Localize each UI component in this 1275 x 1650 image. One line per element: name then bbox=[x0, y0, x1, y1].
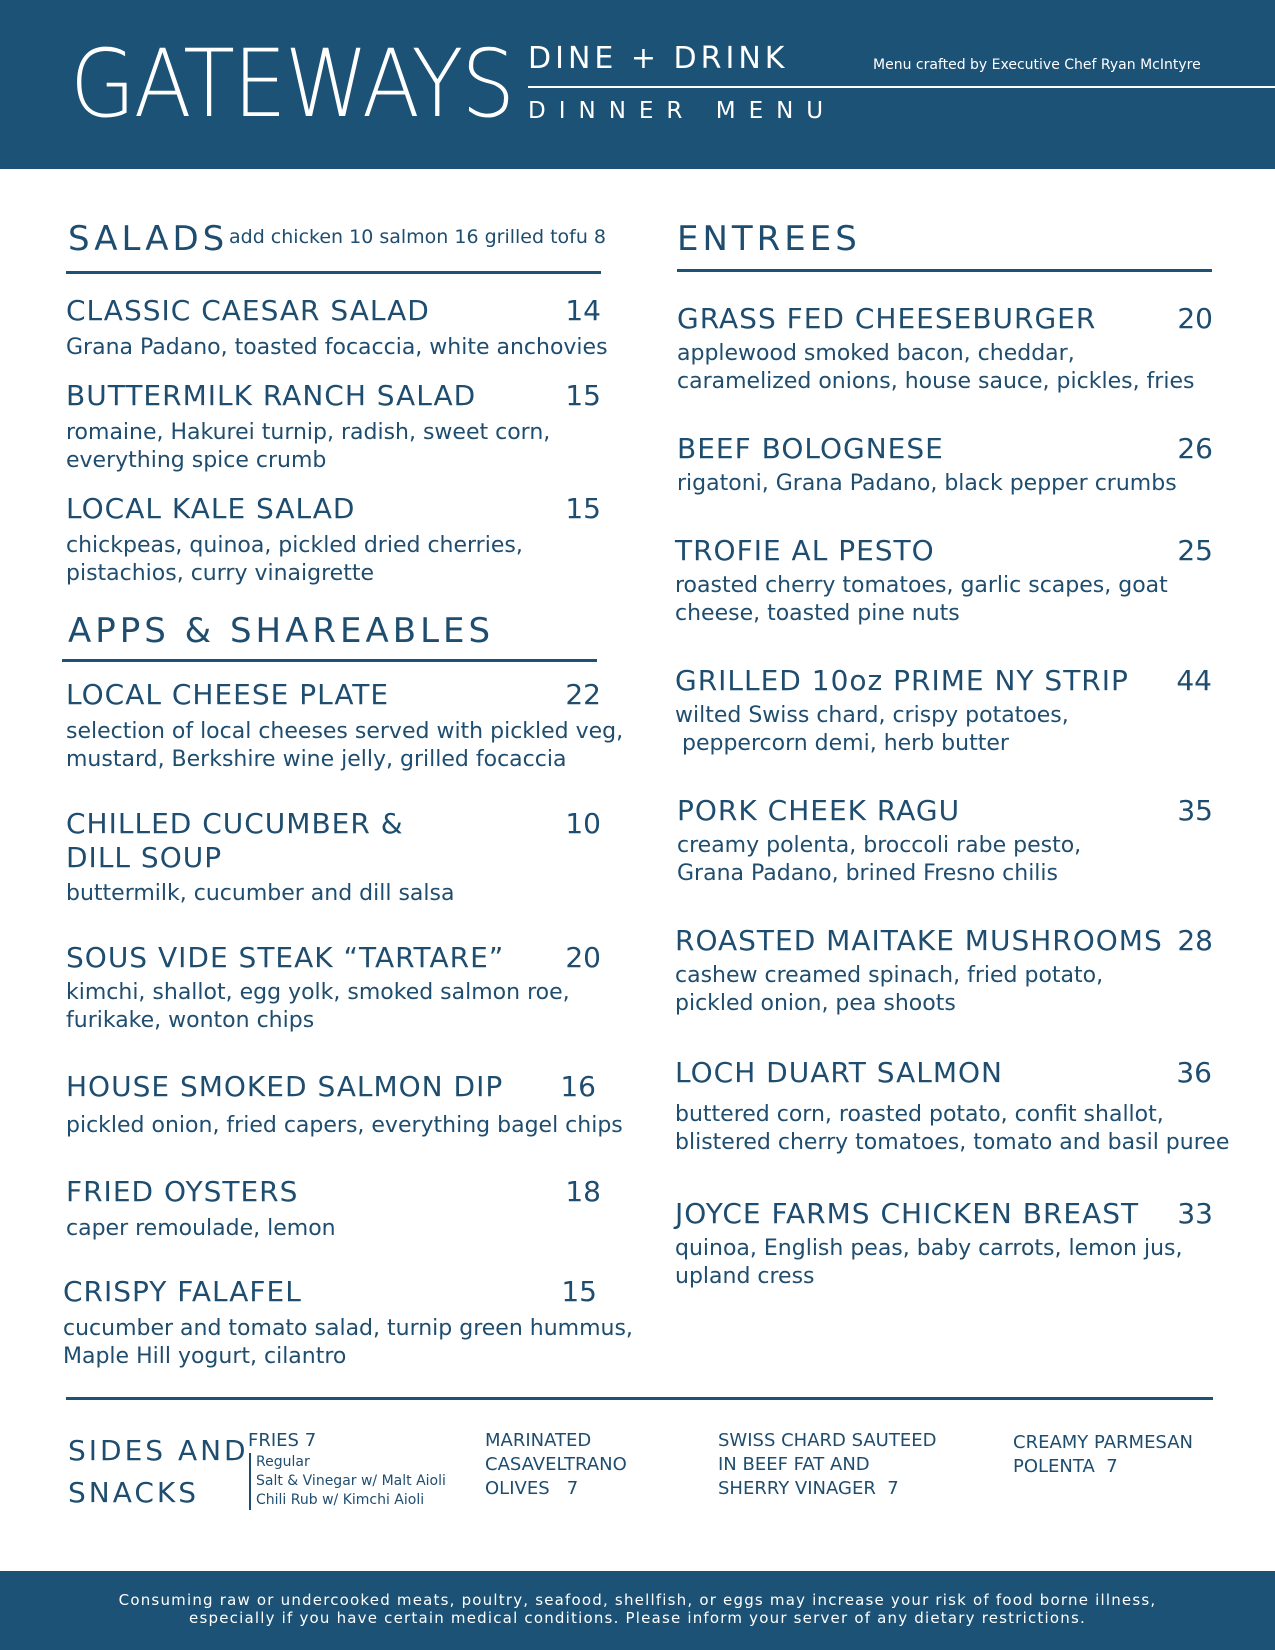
header-subtitle: DINE + DRINK bbox=[528, 41, 789, 76]
item-description: everything spice crumb bbox=[66, 448, 327, 473]
item-price: 14 bbox=[565, 294, 601, 327]
side-name-line: OLIVES 7 bbox=[485, 1478, 579, 1499]
side-polenta bbox=[1013, 1431, 1193, 1479]
item-description: Grana Padano, brined Fresno chilis bbox=[677, 861, 1058, 886]
fries-option: Salt & Vinegar w/ Malt Aioli bbox=[249, 1472, 446, 1491]
section-title-entrees: ENTREES bbox=[677, 219, 861, 259]
item-name: LOCH DUART SALMON bbox=[675, 1056, 1003, 1089]
item-description: selection of local cheeses served with pickled veg, bbox=[66, 719, 624, 744]
item-description: chickpeas, quinoa, pickled dried cherries, bbox=[66, 533, 523, 558]
side-name-line: CREAMY PARMESAN bbox=[1013, 1432, 1193, 1453]
item-description: caper remoulade, lemon bbox=[66, 1216, 336, 1241]
item-description: blistered cherry tomatoes, tomato and basil puree bbox=[675, 1130, 1230, 1155]
item-price: 16 bbox=[560, 1070, 596, 1103]
item-name: GRASS FED CHEESEBURGER bbox=[677, 302, 1097, 335]
item-description: kimchi, shallot, egg yolk, smoked salmon roe, bbox=[66, 980, 570, 1005]
item-name: PORK CHEEK RAGU bbox=[677, 794, 961, 827]
item-description: cheese, toasted pine nuts bbox=[675, 601, 960, 626]
side-name-line: CASAVELTRANO bbox=[485, 1454, 627, 1475]
fries-option: Regular bbox=[249, 1453, 446, 1472]
item-price: 44 bbox=[1176, 664, 1212, 697]
side-name-line: POLENTA 7 bbox=[1013, 1456, 1118, 1477]
sides-divider bbox=[66, 1397, 1213, 1400]
fries-option: Chili Rub w/ Kimchi Aioli bbox=[249, 1491, 446, 1510]
item-name: TROFIE AL PESTO bbox=[675, 534, 935, 567]
side-name-line: SHERRY VINAGER 7 bbox=[718, 1478, 899, 1499]
item-price: 18 bbox=[565, 1175, 601, 1208]
side-name-line: SWISS CHARD SAUTEED bbox=[718, 1430, 937, 1451]
item-description: mustard, Berkshire wine jelly, grilled focaccia bbox=[66, 747, 567, 772]
item-description: caramelized onions, house sauce, pickles, fries bbox=[677, 369, 1195, 394]
item-price: 33 bbox=[1177, 1197, 1213, 1230]
item-price: 25 bbox=[1177, 534, 1213, 567]
item-name: CHILLED CUCUMBER & bbox=[66, 807, 404, 840]
item-description: rigatoni, Grana Padano, black pepper crumbs bbox=[677, 471, 1177, 496]
item-price: 15 bbox=[565, 379, 601, 412]
menu-type: DINNER MENU bbox=[528, 98, 837, 124]
item-price: 20 bbox=[565, 941, 601, 974]
item-description: romaine, Hakurei turnip, radish, sweet corn, bbox=[66, 420, 551, 445]
item-price: 22 bbox=[565, 678, 601, 711]
restaurant-logo: GATEWAYS bbox=[70, 30, 514, 139]
item-name: GRILLED 10oz PRIME NY STRIP bbox=[675, 664, 1129, 697]
item-name: BEEF BOLOGNESE bbox=[677, 432, 944, 465]
item-description: peppercorn demi, herb butter bbox=[675, 731, 1009, 756]
footer-disclaimer bbox=[0, 1571, 1275, 1650]
item-price: 20 bbox=[1177, 302, 1213, 335]
item-price: 15 bbox=[561, 1275, 597, 1308]
item-description: cucumber and tomato salad, turnip green hummus, bbox=[63, 1316, 633, 1341]
item-description: cashew creamed spinach, fried potato, bbox=[675, 963, 1104, 988]
item-description: creamy polenta, broccoli rabe pesto, bbox=[677, 833, 1082, 858]
item-name: CLASSIC CAESAR SALAD bbox=[66, 294, 430, 327]
item-description: pistachios, curry vinaigrette bbox=[66, 561, 374, 586]
item-description: wilted Swiss chard, crispy potatoes, bbox=[675, 703, 1069, 728]
header-divider bbox=[528, 86, 1275, 88]
item-name: LOCAL CHEESE PLATE bbox=[66, 678, 390, 711]
item-description: buttermilk, cucumber and dill salsa bbox=[66, 881, 455, 906]
item-price: 15 bbox=[565, 492, 601, 525]
item-name: LOCAL KALE SALAD bbox=[66, 492, 356, 525]
side-name-line: MARINATED bbox=[485, 1430, 592, 1451]
disclaimer-line: Consuming raw or undercooked meats, poultry, seafood, shellfish, or eggs may increase your risk of food borne illness, bbox=[118, 1591, 1157, 1609]
item-description: Maple Hill yogurt, cilantro bbox=[63, 1344, 347, 1369]
item-price: 28 bbox=[1177, 924, 1213, 957]
item-description: upland cress bbox=[675, 1264, 815, 1289]
item-description: quinoa, English peas, baby carrots, lemon jus, bbox=[675, 1236, 1183, 1261]
section-title-salads: SALADS bbox=[68, 219, 229, 259]
section-title-sides bbox=[68, 1430, 249, 1514]
item-description: Grana Padano, toasted focaccia, white anchovies bbox=[66, 335, 608, 360]
item-price: 26 bbox=[1177, 432, 1213, 465]
salad-addons: add chicken 10 salmon 16 grilled tofu 8 bbox=[229, 226, 607, 248]
item-price: 36 bbox=[1176, 1056, 1212, 1089]
item-name: SOUS VIDE STEAK “TARTARE” bbox=[66, 941, 505, 974]
section-divider-apps bbox=[62, 659, 597, 662]
disclaimer-text bbox=[0, 1591, 1275, 1627]
item-description: buttered corn, roasted potato, confit shallot, bbox=[675, 1102, 1164, 1127]
item-description: pickled onion, fried capers, everything bagel chips bbox=[66, 1113, 623, 1138]
item-price: 10 bbox=[565, 807, 601, 840]
section-divider-entrees bbox=[677, 269, 1212, 272]
disclaimer-line: especially if you have certain medical conditions. Please inform your server of any dietary restrictions. bbox=[189, 1609, 1086, 1627]
item-name: CRISPY FALAFEL bbox=[63, 1275, 302, 1308]
item-price: 35 bbox=[1177, 794, 1213, 827]
section-divider-salads bbox=[66, 271, 601, 274]
section-title-apps: APPS & SHAREABLES bbox=[68, 611, 495, 651]
chef-credit: Menu crafted by Executive Chef Ryan McIntyre bbox=[873, 57, 1201, 73]
menu-header bbox=[0, 0, 1275, 169]
item-description: pickled onion, pea shoots bbox=[675, 991, 956, 1016]
item-name: DILL SOUP bbox=[66, 841, 223, 874]
item-description: applewood smoked bacon, cheddar, bbox=[677, 341, 1075, 366]
item-description: furikake, wonton chips bbox=[66, 1008, 315, 1033]
item-name: FRIED OYSTERS bbox=[66, 1175, 299, 1208]
item-name: JOYCE FARMS CHICKEN BREAST bbox=[675, 1197, 1140, 1230]
side-olives bbox=[485, 1429, 627, 1501]
item-name: ROASTED MAITAKE MUSHROOMS bbox=[675, 924, 1163, 957]
side-swiss-chard bbox=[718, 1429, 936, 1501]
side-name: FRIES 7 bbox=[248, 1430, 317, 1451]
sides-title-line: SNACKS bbox=[68, 1476, 200, 1509]
sides-title-line: SIDES AND bbox=[68, 1434, 249, 1467]
item-description: roasted cherry tomatoes, garlic scapes, goat bbox=[675, 573, 1168, 598]
side-fries bbox=[248, 1429, 446, 1510]
item-name: HOUSE SMOKED SALMON DIP bbox=[66, 1070, 504, 1103]
side-name-line: IN BEEF FAT AND bbox=[718, 1454, 870, 1475]
item-name: BUTTERMILK RANCH SALAD bbox=[66, 379, 477, 412]
